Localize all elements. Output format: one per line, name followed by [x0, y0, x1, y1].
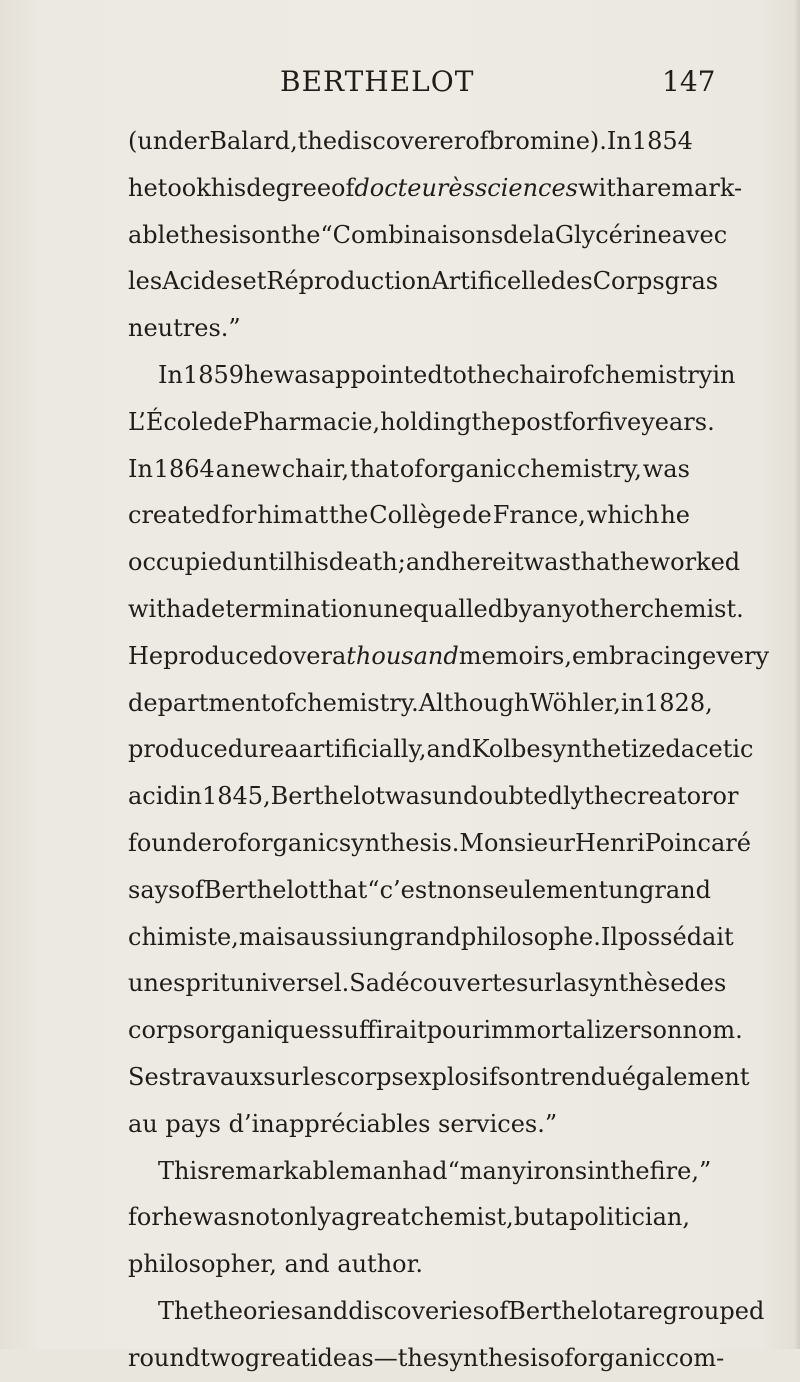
text-line: In 1864 a new chair, that of organic chemistry, was	[128, 454, 690, 483]
text-line: The theories and discoveries of Berthelot are grouped	[158, 1296, 765, 1325]
text-line: round two great ideas—the synthesis of organic com-	[128, 1343, 725, 1372]
running-head: BERTHELOT	[280, 65, 475, 98]
text-line: In 1859 he was appointed to the chair of chemistry in	[158, 360, 736, 389]
page-edge-shadow	[794, 0, 800, 1349]
text-line: L’École de Pharmacie, holding the post for five years.	[128, 407, 715, 436]
text-line: neutres.”	[128, 314, 241, 343]
text-line: les Acides et Réproduction Artificelle des Corps gras	[128, 267, 719, 296]
text-line: acid in 1845, Berthelot was undoubtedly the creator or	[128, 782, 739, 811]
page-number: 147	[662, 65, 716, 98]
text-line: occupied until his death ; and here it was that he worked	[128, 548, 741, 577]
text-line: produced urea artificially, and Kolbe synthetized acetic	[128, 735, 754, 764]
text-line: with a determination unequalled by any other chemist.	[128, 594, 744, 623]
text-line: au pays d’inappréciables services.”	[128, 1109, 558, 1138]
text-line: Ses travaux sur les corps explosifs ont rendu également	[128, 1062, 750, 1091]
text-line: un esprit universel. Sa découverte sur la synthèse des	[128, 969, 727, 998]
page-header	[0, 62, 800, 102]
text-line: philosopher, and author.	[128, 1250, 424, 1279]
body-text	[128, 118, 770, 1382]
text-line: chimiste, mais aussi un grand philosophe. Il possédait	[128, 922, 734, 951]
text-line: department of chemistry. Although Wöhler, in 1828,	[128, 688, 713, 717]
text-line: for he was not only a great chemist, but a politician,	[128, 1203, 690, 1232]
text-line: corps organiques suffirait pour immortalizer son nom.	[128, 1016, 743, 1045]
text-line: He produced over a thousand memoirs, embracing every	[128, 641, 770, 670]
text-line: able thesis on the “Combinaisons de la Glycérine avec	[128, 220, 728, 249]
text-line: This remarkable man had “many irons in the fire,”	[158, 1156, 712, 1185]
text-line: (under Balard, the discoverer of bromine). In 1854	[128, 127, 693, 155]
text-line: he took his degree of docteur ès sciences with a remark-	[128, 173, 743, 202]
text-line: says of Berthelot that “c’est non seulement un grand	[128, 875, 711, 904]
text-line: created for him at the Collège de France, which he	[128, 501, 690, 530]
text-line: founder of organic synthesis. Monsieur Henri Poincaré	[128, 828, 751, 857]
